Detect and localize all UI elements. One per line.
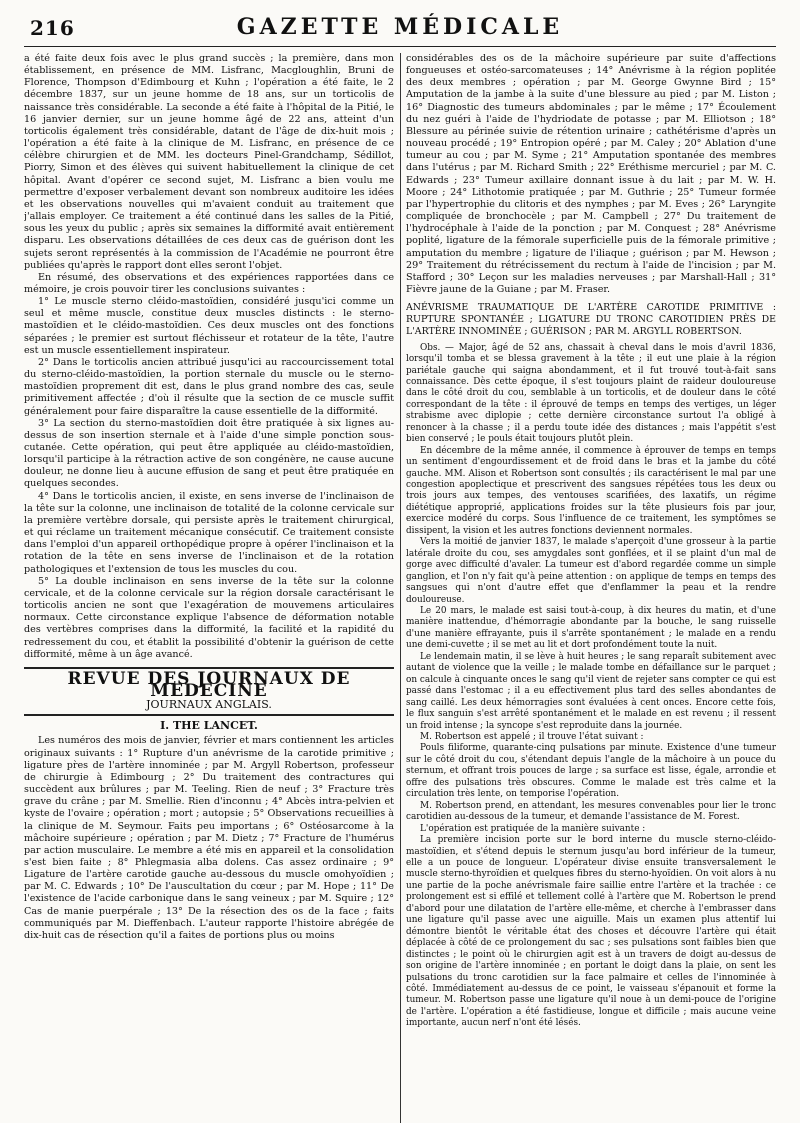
paragraph: Les numéros des mois de janvier, février et mars contiennent les articles originaux suivants : 1° Rupture d'un anévrisme de la carotide primitive ; ligature pr̀es de l'artère innominée ; par M. Argyll Robertson, professeur de chirurgie à Edimbourg ; 2° Du traitement des contractures qui succèdent aux brûlures ; par M. Teeling. Rien de neuf ; 3° Fracture très grave du crâne ; par M. Smellie. Rien d'inconnu ; 4° Abcès intra-pelvien et kyste de l'ovaire ; opération ; mort ; autopsie ; 5° Observations recueillies à la clinique de M. Seymour. Faits peu importans ; 6° Ostéosarcome à la mâchoire supérieure ; opération ; par M. Dietz ; 7° Fracture de l'humérus par action musculaire. Le membre a été mis en appareil et la consolidation s'est bien faite ; 8° Phlegmasia alba dolens. Cas assez ordinaire ; 9° Ligature de l'artère carotide gauche au-dessous du muscle omohyoïdien ; par M. C. Edwards ; 10° De l'auscultation du cœur ; par M. Hope ; 11° De l'existence de l'acide carbonique dans le sang veineux ; par M. Squire ; 12° Cas de manie puerpérale ; 13° De la résection des os de la face ; faits communiqués par M. Dieffenbach. L'auteur rapporte l'histoire abrégée de dix-huit cas de résection qu'il a faites de portions plus ou moins [24,735,394,941]
paragraph: En résumé, des observations et des expériences rapportées dans ce mémoire, je crois pouvoir tirer les conclusions suivantes : [24,271,394,295]
column-divider [400,53,401,1123]
page-header [24,12,776,47]
paragraph: Le 20 mars, le malade est saisi tout-à-coup, à dix heures du matin, et d'une manière inattendue, d'hémorragie abondante par la bouche, le sang ruisselle d'une manière effrayante, puis il s'arrête spontanément ; le malade en a rendu une demi-cuvette ; il se met au lit et dort profondément toute la nuit. [406,606,776,651]
paragraph: La première incision porte sur le bord interne du muscle sterno-cléido-mastoïdien, et s'étend depuis le sternum jusqu'au bord inférieur de la tumeur, elle a un pouce de longueur. L'opérateur divise ensuite transversalement le muscle sterno-thyroïdien et quelques fibres du sterno-hyoïdien. On voit alors à nu une partie de la poche anévrismale faire saillie entre l'artère et la trachée : ce prolongement est si effilé et tellement collé à l'artère que M. Robertson le prend d'abord pour une dilatation de l'artère elle-même, et cherche à l'embrasser dans une ligature qu'il passe avec une aiguille. Mais un examen plus attentif lui démontre bientôt le véritable état des choses et découvre l'artère qui était déplacée à côté de ce prolongement du sac ; ses pulsations sont faibles bien que distinctes ; le point où le chirurgien agit est à un travers de doigt au-dessus de son origine de l'artère innominée ; en portant le doigt dans la plaie, on sent les pulsations du tronc carotidien sur la face palmaire et celles de l'innominée à côté. Immédiatement au-dessus de ce point, le vaisseau s'épanouit et forme la tumeur. M. Robertson passe une ligature qu'il noue à un demi-pouce de l'origine de l'artère. L'opération a été fastidieuse, longue et difficile ; mais aucune veine importante, aucun nerf n'ont été lésés. [406,835,776,1029]
paragraph: L'opération est pratiquée de la manière suivante : [420,823,646,834]
section-heading-block [24,667,394,716]
paragraph: M. Robertson est appelé ; il trouve l'état suivant : [420,732,644,742]
conclusion-item: 1° Le muscle sterno cléido-mastoïdien, considéré jusqu'ici comme un seul et même muscle, constitue deux muscles distincts : le sterno-mastoïdien et le cléido-mastoïdien. Ces deux muscles ont des fonctions séparées ; le premier est surtout fléchisseur et rotateur de la tête, l'autre est un muscle essentiellement inspirateur. [24,296,394,356]
conclusion-item: 5° La double inclinaison en sens inverse de la tête sur la colonne cervicale, et de la colonne cervicale sur la région dorsale caractérisant le torticolis ancien ne sont que l'exagération de mouvemens articulaires normaux. Cette circonstance explique l'absence de déformation notable des vertèbres comprises dans la difformité, la facilité et la rapidité du redressement du cou, et établit la possibilité d'obtenir la guérison de cette difformité, même à un âge avancé. [24,575,394,660]
section-heading: REVUE DES JOURNAUX DE MEDECINE [67,668,351,701]
paragraph: Vers la moitié de janvier 1837, le malade s'aperçoit d'une grosseur à la partie latérale droite du cou, ses amygdales sont gonflées, et il se plaint d'un mal de gorge avec difficulté d'avaler. La tumeur est d'abord regardée comme un simple ganglion, et l'on n'y fait qu'à peine attention : on applique de temps en temps des sangsues qui n'ont d'autre effet que d'enflammer la peau et la rendre douloureuse. [406,537,776,605]
paragraph: considérables des os de la mâchoire supérieure par suite d'affections fongueuses et ostéo-sarcomateuses ; 14° Anévrisme à la région poplitée des deux membres ; opération ; par M. George Gwynne Bird ; 15° Amputation de la jambe à la suite d'une blessure au pied ; par M. Liston ; 16° Diagnostic des tumeurs abdominales ; par le même ; 17° Écoulement du nez guéri à l'aide de l'hydriodate de potasse ; par M. Elliotson ; 18° Blessure au périnée suivie de rétention urinaire ; cathétérisme d'après un nouveau procédé ; 19° Entropion opéré ; par M. Caley ; 20° Ablation d'une tumeur au cou ; par M. Syme ; 21° Amputation spontanée des membres dans l'utérus ; par M. Richard Smith ; 22° Eréthisme mercuriel ; par M. C. Edwards ; 23° Tumeur axillaire donnant issue à du lait ; par M. W. H. Moore ; 24° Lithotomie pratiquée ; par M. Guthrie ; 25° Tumeur formée par l'hypertrophie du clitoris et des nymphes ; par M. Eves ; 26° Laryngite compliquée de bronchocèle ; par M. Campbell ; 27° Du traitement de l'hydrocéphale à l'aide de la ponction ; par M. Conquest ; 28° Anévrisme poplité, ligature de la fémorale superficielle puis de la fémorale primitive ; amputation du membre ; ligature de l'iliaque ; guérison ; par M. Hewson ; 29° Traitement du rétrécissement du rectum à l'aide de l'incision ; par M. Stafford ; 30° Leçon sur les maladies nerveuses ; par Marshall-Hall ; 31° Fièvre jaune de la Guiane ; par M. Fraser. [406,53,776,295]
lancet-heading: I. THE LANCET. [160,719,258,733]
right-column [406,53,776,1123]
journal-title: GAZETTE MÉDICALE [236,14,564,40]
paragraph: En décembre de la même année, il commence à éprouver de temps en temps un sentiment d'engourdissement et de froid dans le bras et la jambe du côté gauche. MM. Alison et Robertson sont consultés ; ils caractérisent le mal par une congestion apoplectique et prescrivent des sangsues répétées tous les deux ou trois jours aux tempes, des ventouses scarifiées, des laxatifs, un régime diététique approprié, applications froides sur la tête plusieurs fois par jour, exercice modéré du corps. Sous l'influence de ce traitement, les symptômes se dissipent, la vision et les autres fonctions deviennent normales. [406,445,776,536]
article-heading: ANÉVRISME TRAUMATIQUE DE L'ARTÈRE CAROTIDE PRIMITIVE : RUPTURE SPONTANÉE ; LIGATURE DU TRONC CAROTIDIEN PRÈS DE L'ARTÈRE INNOMINÉE ; GUÉRISON ; PAR M. ARGYLL ROBERTSON. [406,302,776,338]
conclusion-item: 3° La section du sterno-mastoïdien doit être pratiquée à six lignes au-dessus de son insertion sternale et à l'aide d'une simple ponction sous-cutanée. Cette opération, qui peut être appliquée au cléido-mastoïdien, lorsqu'il participe à la rétraction active de son congénère, ne cause aucune douleur, ne donne lieu à aucune effusion de sang et peut être pratiquée en quelques secondes. [24,417,394,490]
paragraph: Pouls filiforme, quarante-cinq pulsations par minute. Existence d'une tumeur sur le côté droit du cou, s'étendant depuis l'angle de la mâchoire à un pouce du sternum, et offrant trois pouces de large ; sa surface est lisse, égale, arrondie et offre des pulsations très obscures. Comme le malade est très calme et la circulation très lente, on temporise l'opération. [406,743,776,800]
paragraph: Le lendemain matin, il se lève à huit heures ; le sang reparaît subitement avec autant de violence que la veille ; le malade tombe en défaillance sur le parquet ; on calcule à cinquante onces le sang qu'il vient de rejeter sans compter ce qui est passé dans l'estomac ; il a eu effectivement plus tard des selles abondantes de sang caillé. Les deux hémorragies sont évaluées à cent onces. Encore cette fois, le flux sanguin s'est arrêté spontanément et le malade en est revenu ; il ressent un froid intense ; la syncope s'est reproduite dans la journée. [406,651,776,731]
conclusion-item: 2° Dans le torticolis ancien attribué jusqu'ici au raccourcissement total du sterno-cléido-mastoïdien, la portion sternale du muscle ou le sterno-mastoïdien proprement dit est, dans le plus grand nombre des cas, seule primitivement affectée ; d'où il résulte que la section de ce muscle suffit généralement pour faire disparaître la cause essentielle de la difformité. [24,356,394,417]
section-subheading: JOURNAUX ANGLAIS. [146,698,272,712]
paragraph: Obs. — Major, âgé de 52 ans, chassait à cheval dans le mois d'avril 1836, lorsqu'il tomba et se blessa gravement à la tête ; il eut une plaie à la région pariétale gauche qui saigna abondamment, et il fut trouvé tout-à-fait sans connaissance. Dès cette époque, il s'est toujours plaint de raideur douloureuse dans le côté droit du cou, semblable à un torticolis, et de douleur dans le côté correspondant de la tête : il éprouvé de temps en temps des vertiges, un léger strabisme avec diplopie ; cette dernière circonstance surtout l'a obligé à renoncer à la chasse ; il a perdu toute idée des distances ; mais l'appétit s'est bien conservé ; le pouls était toujours plutôt plein. [406,342,776,445]
left-column [24,53,394,1123]
conclusion-item: 4° Dans le torticolis ancien, il existe, en sens inverse de l'inclinaison de la tête sur la colonne, une inclinaison de totalité de la colonne cervicale sur la première vertèbre dorsale, qui persiste après le traitement chirurgical, et qui réclame un traitement mécanique consécutif. Ce traitement consiste dans l'emploi d'un appareil orthopédique propre à opérer l'inclinaison et la rotation de la tête en sens inverse de l'inclinaison et de la rotation pathologiques et l'extension de tous les muscles du cou. [24,490,394,575]
paragraph: a été faite deux fois avec le plus grand succès ; la première, dans mon établissement, en présence de MM. Lisfranc, Macgloughlin, Bruni de Florence, Thompson d'Edimbourg et Kuhn ; l'opération a été faite, le 2 décembre 1837, sur un jeune homme de 18 ans, sur un torticolis de naissance très considérable. La seconde a été faite à l'hôpital de la Pitié, le 16 janvier dernier, sur un jeune homme âgé de 22 ans, atteint d'un torticolis également très considérable, datant de l'âge de dix-huit mois ; l'opération a été faite à la clinique de M. Lisfranc, en présence de ce célèbre chirurgien et de MM. les docteurs Pinel-Grandchamp, Sédillot, Piorry, Simon et des élèves qui suivent habituellement la clinique de cet hôpital. Avant d'opérer ce second sujet, M. Lisfranc a bien voulu me permettre d'exposer verbalement devant son nombreux auditoire les idées et les observations nouvelles qui m'avaient conduit au traitement que j'allais employer. Ce traitement a été continué dans les salles de la Pitié, sous les yeux du public ; après six semaines la difformité avait entièrement disparu. Les observations détaillées de ces deux cas de guérison dont les sujets seront représentés à la commission de l'Académie ne pourront être publiées qu'après le rapport dont elles seront l'objet. [24,53,394,271]
observation-text [406,343,776,1030]
two-column-body [24,53,776,1123]
paragraph: M. Robertson prend, en attendant, les mesures convenables pour lier le tronc carotidien au-dessous de la tumeur, et demande l'assistance de M. Forest. [406,800,776,823]
page-number: 216 [30,16,75,40]
